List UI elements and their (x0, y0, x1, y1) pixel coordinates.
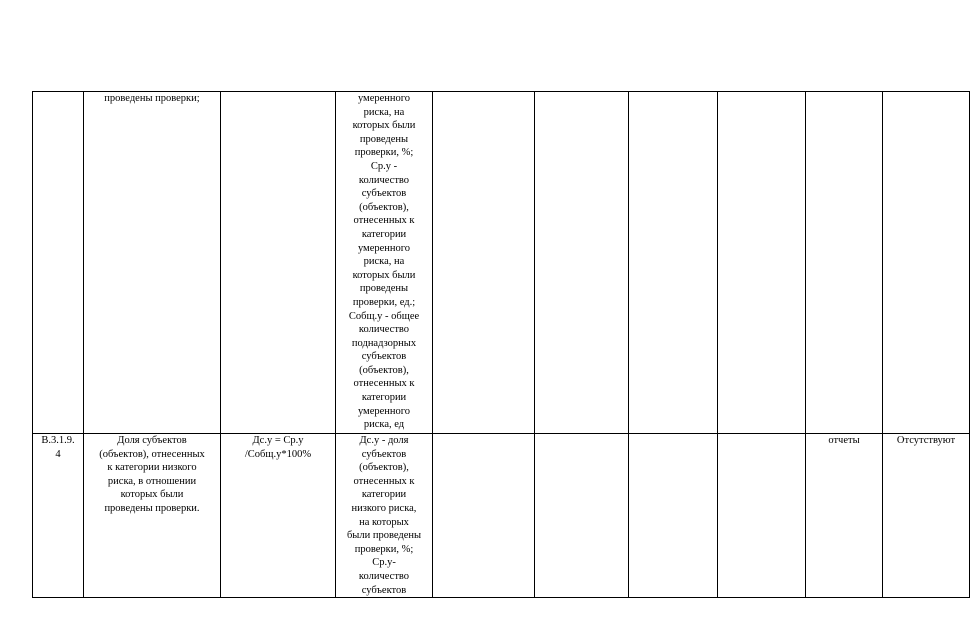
cell-line: проведены проверки; (104, 93, 200, 104)
cell-line: В.3.1.9. (41, 435, 75, 446)
cell-line: отнесенных к (353, 475, 415, 487)
table-cell (629, 92, 718, 434)
cell-line: проведены проверки. (104, 502, 200, 514)
cell-line: категории (361, 228, 407, 240)
cell-line: риска, на (363, 106, 405, 118)
table-cell (883, 92, 970, 434)
cell-line: Собщ.у - общее (348, 310, 420, 322)
table-cell (629, 434, 718, 598)
table-cell (718, 434, 806, 598)
table-cell (84, 92, 221, 434)
cell-line: к категории низкого (107, 462, 197, 474)
cell-line: умеренного (357, 405, 411, 417)
cell-line: категории (361, 392, 407, 404)
table-cell (336, 434, 433, 598)
cell-line: риска, на (363, 256, 405, 268)
cell-line: которых были (120, 489, 184, 501)
cell-line: (объектов), (359, 201, 409, 213)
cell-line: (объектов), (359, 364, 409, 376)
table-cell (535, 434, 629, 598)
cell-line: Ср.у - (370, 160, 398, 172)
cell-line: Ср.у- (372, 557, 396, 569)
cell-line: категории (361, 489, 407, 501)
cell-line: Доля субъектов (117, 435, 187, 446)
cell-line: субъектов (361, 188, 407, 200)
cell-line: /Собщ.у*100% (244, 448, 312, 460)
table-cell (718, 92, 806, 434)
cell-text (338, 92, 430, 432)
cell-line: отчеты (828, 435, 860, 446)
cell-line: количество (358, 324, 410, 336)
cell-text (35, 434, 81, 461)
cell-text (885, 434, 967, 448)
cell-line: субъектов (361, 448, 407, 460)
cell-line: риска, в отношении (107, 475, 197, 487)
cell-line: количество (358, 174, 410, 186)
table-cell (33, 434, 84, 598)
table-cell (84, 434, 221, 598)
cell-line: проверки, %; (354, 543, 414, 555)
table-cell (33, 92, 84, 434)
cell-line: поднадзорных (351, 337, 417, 349)
table-cell (883, 434, 970, 598)
cell-line: проверки, %; (354, 147, 414, 159)
cell-text (223, 434, 333, 461)
cell-line: Дс.у - доля (359, 435, 409, 446)
cell-line: отнесенных к (353, 378, 415, 390)
table-row (33, 434, 970, 598)
cell-line: умеренного (357, 242, 411, 254)
cell-line: количество (358, 570, 410, 582)
cell-line: 4 (55, 448, 61, 460)
cell-line: риска, ед (363, 419, 405, 431)
cell-text (338, 434, 430, 597)
cell-line: Отсутствуют (896, 435, 956, 446)
table-cell (535, 92, 629, 434)
table-cell (806, 92, 883, 434)
cell-line: которых были (352, 269, 416, 281)
cell-line: которых были (352, 120, 416, 132)
table-row (33, 92, 970, 434)
cell-line: Дс.у = Ср.у (252, 435, 304, 446)
cell-line: (объектов), (359, 462, 409, 474)
cell-line: субъектов (361, 351, 407, 363)
cell-line: низкого риска, (351, 502, 417, 514)
table-cell (433, 434, 535, 598)
table-cell (221, 434, 336, 598)
cell-line: (объектов), отнесенных (99, 448, 205, 460)
cell-line: проведены (359, 283, 409, 295)
cell-text (808, 434, 880, 448)
table-cell (336, 92, 433, 434)
cell-text (86, 434, 218, 516)
indicators-table (32, 91, 970, 598)
table-cell (806, 434, 883, 598)
cell-line: умеренного (357, 93, 411, 104)
cell-line: субъектов (361, 584, 407, 596)
cell-text (86, 92, 218, 106)
cell-line: были проведены (346, 530, 422, 542)
cell-line: проверки, ед.; (352, 296, 416, 308)
table-cell (221, 92, 336, 434)
table-cell (433, 92, 535, 434)
cell-line: на которых (359, 516, 409, 528)
cell-line: отнесенных к (353, 215, 415, 227)
cell-line: проведены (359, 133, 409, 145)
